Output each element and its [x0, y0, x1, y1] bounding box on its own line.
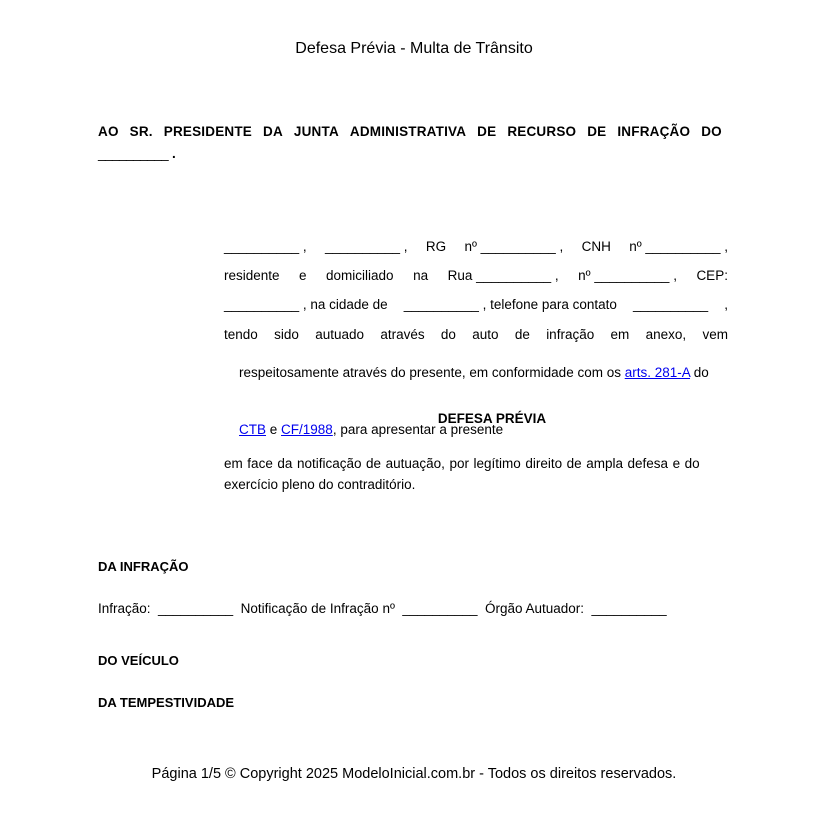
- page-header-title: Defesa Prévia - Multa de Trânsito: [295, 40, 533, 57]
- qualification-field: nº __________ ,: [464, 239, 564, 254]
- addressee-word: DE: [477, 124, 497, 139]
- addressee-line: [98, 124, 722, 139]
- qualification-field: domiciliado: [326, 268, 394, 283]
- qualification-field: Rua __________ ,: [447, 268, 559, 283]
- intro-word: de: [514, 327, 530, 342]
- qualification-field: __________ ,: [224, 239, 307, 254]
- qualification-line-2: [224, 268, 728, 283]
- addressee-word: AO: [98, 124, 119, 139]
- intro-line-3: [224, 401, 728, 458]
- addressee-word: RECURSO: [507, 124, 577, 139]
- intro-word: auto: [472, 327, 499, 342]
- arts-281a-link[interactable]: arts. 281-A: [624, 365, 691, 380]
- qualification-field: na: [413, 268, 429, 283]
- qualification-line-3: [224, 297, 728, 312]
- purpose-line-1: [224, 453, 728, 474]
- addressee-blank: __________: [98, 146, 169, 161]
- addressee-word: DA: [263, 124, 283, 139]
- intro-word: vem: [702, 327, 728, 342]
- qualification-field: __________: [633, 297, 709, 312]
- document-main-title: DEFESA PRÉVIA: [437, 411, 547, 426]
- addressee-word: JUNTA: [293, 124, 339, 139]
- intro-word: anexo,: [645, 327, 687, 342]
- addressee-word: PRESIDENTE: [163, 124, 253, 139]
- addressee-word: DE: [587, 124, 607, 139]
- intro-text: , para apresentar a presente: [332, 422, 504, 437]
- intro-word: infração: [546, 327, 595, 342]
- intro-word: sido: [274, 327, 299, 342]
- infraction-fields: Infração: __________ Notificação de Infração nº __________ Órgão Autuador: __________: [98, 601, 667, 616]
- qualification-field: __________ ,: [324, 239, 408, 254]
- qualification-field: e: [299, 268, 307, 283]
- intro-text: do: [690, 365, 709, 380]
- addressee-word: SR.: [129, 124, 153, 139]
- intro-word: do: [440, 327, 456, 342]
- qualification-field: __________ , telefone para contato: [403, 297, 617, 312]
- intro-text: respeitosamente através do presente, em conformidade com os: [239, 365, 625, 380]
- intro-word: através: [380, 327, 425, 342]
- cf1988-link[interactable]: CF/1988: [281, 422, 333, 437]
- intro-word: tendo: [224, 327, 258, 342]
- section-heading-vehicle: DO VEÍCULO: [98, 653, 179, 668]
- intro-paragraph: [224, 325, 728, 458]
- intro-word: em: [610, 327, 630, 342]
- addressee-word: DO: [701, 124, 722, 139]
- page-footer: Página 1/5 © Copyright 2025 ModeloInicial.com.br - Todos os direitos reservados.: [151, 766, 677, 782]
- qualification-field: CNH: [581, 239, 611, 254]
- purpose-text: exercício pleno do contraditório.: [224, 477, 416, 492]
- qualification-field: __________ , na cidade de: [224, 297, 388, 312]
- section-heading-timeliness: DA TEMPESTIVIDADE: [98, 695, 235, 710]
- qualification-line-1: [224, 239, 728, 254]
- addressee-end: .: [172, 146, 176, 161]
- purpose-text: em face da notificação de autuação, por legítimo direito de ampla defesa e do: [224, 456, 700, 471]
- qualification-field: ,: [724, 297, 728, 312]
- purpose-paragraph: [224, 453, 728, 495]
- addressee-word: ADMINISTRATIVA: [349, 124, 467, 139]
- addressee-word: INFRAÇÃO: [617, 124, 691, 139]
- qualification-field: nº __________ ,: [629, 239, 728, 254]
- qualification-field: CEP:: [696, 268, 728, 283]
- intro-line-2: [224, 344, 728, 401]
- intro-text: e: [266, 422, 282, 437]
- ctb-link[interactable]: CTB: [239, 422, 267, 437]
- qualification-field: residente: [224, 268, 280, 283]
- intro-line-1: [224, 325, 728, 344]
- qualification-field: nº __________ ,: [578, 268, 677, 283]
- qualification-field: RG: [425, 239, 447, 254]
- section-heading-infraction: DA INFRAÇÃO: [98, 559, 189, 574]
- intro-word: autuado: [315, 327, 364, 342]
- addressee-block: [98, 124, 722, 161]
